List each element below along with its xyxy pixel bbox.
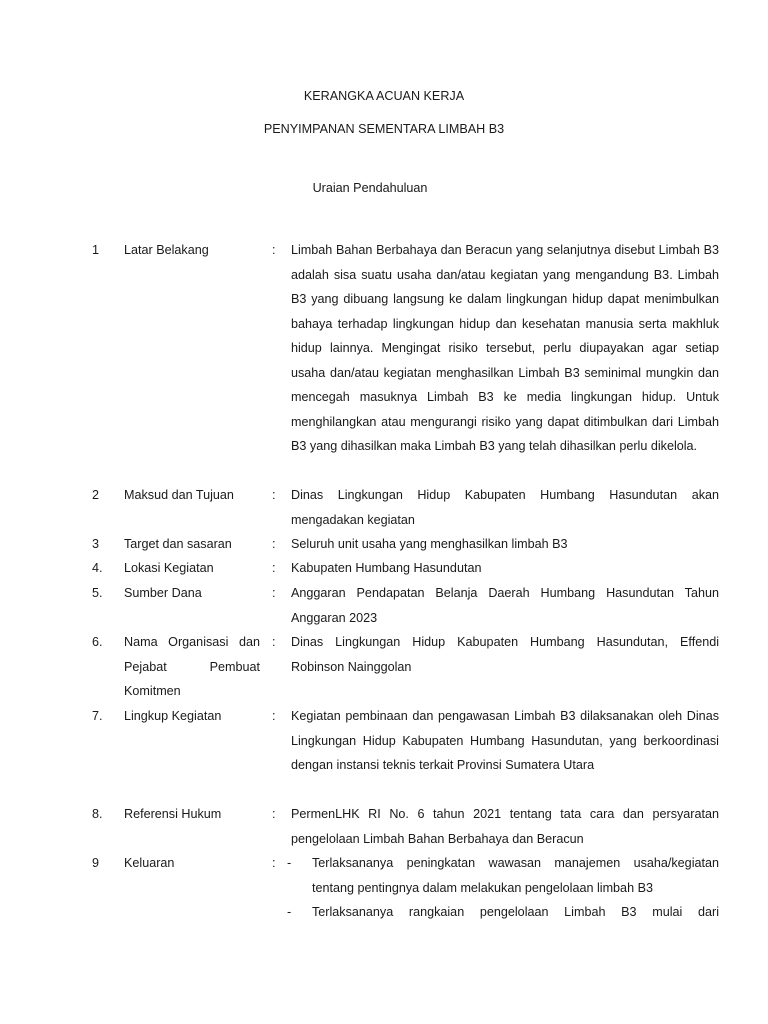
row-colon: : bbox=[272, 537, 276, 551]
row-colon: : bbox=[272, 488, 276, 502]
row-number: 2 bbox=[92, 488, 100, 502]
row-content: Kegiatan pembinaan dan pengawasan Limbah B3 dilaksanakan oleh Dinas Lingkungan Hidup Kabupaten Humbang Hasundutan, yang berkoordinasi dengan instansi teknis terkait Provinsi Sumatera Utara bbox=[291, 709, 719, 772]
bullet-dash: - bbox=[287, 856, 292, 870]
bullet-text: Terlaksananya peningkatan wawasan manajemen usaha/kegiatan tentang pentingnya dalam melakukan pengelolaan limbah B3 bbox=[312, 856, 719, 895]
bullet-dash: - bbox=[287, 905, 292, 919]
row-number: 1 bbox=[92, 243, 100, 257]
section-heading: Uraian Pendahuluan bbox=[312, 181, 428, 195]
row-number: 8. bbox=[92, 807, 103, 821]
row-colon: : bbox=[272, 807, 276, 821]
row-label: Latar Belakang bbox=[124, 243, 209, 257]
row-content: Seluruh unit usaha yang menghasilkan limbah B3 bbox=[291, 537, 568, 551]
row-colon: : bbox=[272, 586, 276, 600]
row-content: Limbah Bahan Berbahaya dan Beracun yang selanjutnya disebut Limbah B3 adalah sisa suatu usaha dan/atau kegiatan yang mengandung B3. Limbah B3 yang dibuang langsung ke dalam lingkungan hidup dapat menimbulkan bahaya terhadap lingkungan hidup dan kesehatan manusia serta makhluk hidup lainnya. Mengingat risiko tersebut, perlu diupayakan agar setiap usaha dan/atau kegiatan menghasilkan Limbah B3 seminimal mungkin dan mencegah masuknya Limbah B3 ke media lingkungan hidup. Untuk menghilangkan atau mengurangi risiko yang dapat ditimbulkan dari Limbah B3 yang dihasilkan maka Limbah B3 yang telah dihasilkan perlu dikelola. bbox=[291, 243, 719, 453]
row-label: Maksud dan Tujuan bbox=[124, 488, 234, 502]
row-number: 6. bbox=[92, 635, 103, 649]
row-colon: : bbox=[272, 635, 276, 649]
row-number: 5. bbox=[92, 586, 103, 600]
doc-subtitle-main: PENYIMPANAN SEMENTARA LIMBAH B3 bbox=[263, 122, 505, 136]
row-label: Lokasi Kegiatan bbox=[124, 561, 214, 575]
row-label: Nama Organisasi dan Pejabat Pembuat Komitmen bbox=[124, 635, 260, 698]
row-content: PermenLHK RI No. 6 tahun 2021 tentang tata cara dan persyaratan pengelolaan Limbah Bahan Berbahaya dan Beracun bbox=[291, 807, 719, 846]
row-number: 9 bbox=[92, 856, 100, 870]
row-colon: : bbox=[272, 856, 276, 870]
row-label: Target dan sasaran bbox=[124, 537, 232, 551]
row-colon: : bbox=[272, 561, 276, 575]
bullet-text: Terlaksananya rangkaian pengelolaan Limbah B3 mulai dari bbox=[312, 905, 719, 919]
row-content: Kabupaten Humbang Hasundutan bbox=[291, 561, 482, 575]
row-number: 3 bbox=[92, 537, 100, 551]
row-label: Sumber Dana bbox=[124, 586, 202, 600]
row-label: Referensi Hukum bbox=[124, 807, 222, 821]
row-label: Keluaran bbox=[124, 856, 175, 870]
row-colon: : bbox=[272, 709, 276, 723]
row-colon: : bbox=[272, 243, 276, 257]
row-number: 7. bbox=[92, 709, 103, 723]
row-content: Dinas Lingkungan Hidup Kabupaten Humbang Hasundutan, Effendi Robinson Nainggolan bbox=[291, 635, 719, 674]
doc-title: KERANGKA ACUAN KERJA bbox=[303, 89, 465, 103]
row-content: Dinas Lingkungan Hidup Kabupaten Humbang Hasundutan akan mengadakan kegiatan bbox=[291, 488, 719, 527]
row-content: Anggaran Pendapatan Belanja Daerah Humbang Hasundutan Tahun Anggaran 2023 bbox=[291, 586, 719, 625]
row-number: 4. bbox=[92, 561, 103, 575]
row-label: Lingkup Kegiatan bbox=[124, 709, 222, 723]
